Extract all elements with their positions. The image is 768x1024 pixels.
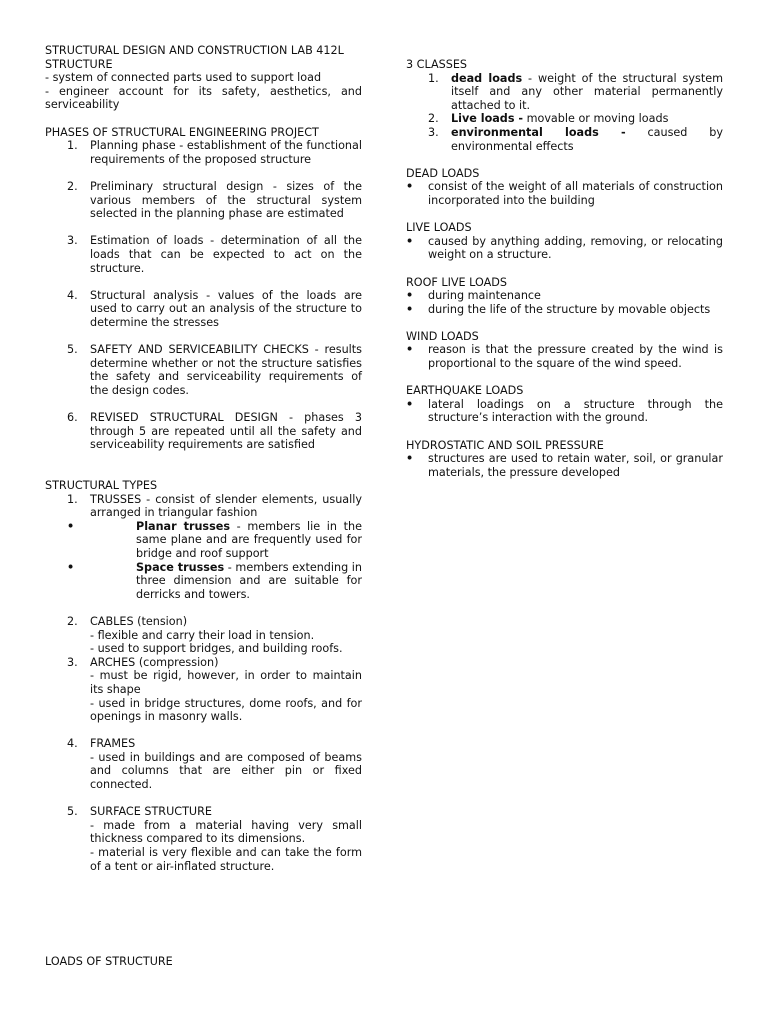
type-trusses: 1. TRUSSES - consist of slender elements, usually arranged in triangular fashion • Planar trusses - members lie in the same plane and are frequently used for bridge and roof support • Space trusses - members extending in three dimension and are suitable for derricks and towers.: [45, 493, 362, 602]
list-item: • during maintenance: [406, 289, 723, 303]
dead-loads-list: [406, 180, 723, 207]
roof-live-loads-heading: ROOF LIVE LOADS: [406, 275, 507, 289]
phases-heading: PHASES OF STRUCTURAL ENGINEERING PROJECT: [45, 125, 319, 139]
list-item: • consist of the weight of all materials of construction incorporated into the building: [406, 180, 723, 207]
truss-space: • Space trusses - members extending in three dimension and are suitable for derricks and towers.: [45, 561, 362, 602]
phase-item: 5. SAFETY AND SERVICEABILITY CHECKS - results determine whether or not the structure satisfies the safety and serviceability requirements of the design codes.: [67, 343, 362, 397]
truss-planar: • Planar trusses - members lie in the same plane and are frequently used for bridge and roof support: [45, 520, 362, 561]
dead-loads-heading: DEAD LOADS: [406, 166, 480, 180]
list-item: • reason is that the pressure created by the wind is proportional to the square of the wind speed.: [406, 343, 723, 370]
type-cables: 2. CABLES (tension) - flexible and carry their load in tension. - used to support bridges, and building roofs.: [67, 614, 343, 656]
earthquake-loads-heading: EARTHQUAKE LOADS: [406, 384, 524, 398]
left-column: [45, 44, 362, 873]
structure-heading: STRUCTURE: [45, 57, 113, 71]
list-item: • structures are used to retain water, soil, or granular materials, the pressure developed: [406, 452, 723, 479]
list-item: • lateral loadings on a structure through the structure’s interaction with the ground.: [406, 398, 723, 425]
list-item: • caused by anything adding, removing, or relocating weight on a structure.: [406, 235, 723, 262]
wind-loads-heading: WIND LOADS: [406, 329, 479, 343]
live-loads-list: [406, 235, 723, 262]
class-item: 1. dead loads - weight of the structural system itself and any other material permanently attached to it.: [428, 71, 723, 112]
phase-item: 4. Structural analysis - values of the loads are used to carry out an analysis of the structure to determine the stresses: [67, 288, 362, 329]
structural-types-heading: STRUCTURAL TYPES: [45, 479, 158, 492]
roof-live-loads-list: [406, 289, 723, 316]
phase-item: 1. Planning phase - establishment of the functional requirements of the proposed structure: [67, 139, 362, 166]
hydrostatic-soil-list: [406, 452, 723, 479]
phase-item: 3. Estimation of loads - determination of all the loads that can be expected to act on the structure.: [67, 234, 362, 275]
type-surface: 5. SURFACE STRUCTURE - made from a material having very small thickness compared to its dimensions. - material is very flexible and can take the form of a tent or air-inflated structure.: [67, 805, 362, 873]
type-frames: 4. FRAMES - used in buildings and are composed of beams and columns that are either pin or fixed connected.: [67, 737, 362, 792]
classes-list: [406, 72, 723, 154]
phase-item: 6. REVISED STRUCTURAL DESIGN - phases 3 through 5 are repeated until all the safety and serviceability requirements are satisfied: [67, 411, 362, 452]
right-column: [406, 58, 723, 479]
structure-line: - engineer account for its safety, aesthetics, and serviceability: [45, 84, 362, 112]
structural-types-list: [45, 493, 362, 874]
phase-item: 2. Preliminary structural design - sizes of the various members of the structural system selected in the planning phase are estimated: [67, 179, 362, 221]
class-item: 2. Live loads - movable or moving loads: [428, 112, 669, 126]
phases-list: [45, 139, 362, 452]
live-loads-heading: LIVE LOADS: [406, 221, 472, 235]
type-arches: 3. ARCHES (compression) - must be rigid, however, in order to maintain its shape - used in bridge structures, dome roofs, and for openings in masonry walls.: [67, 655, 362, 724]
class-item: 3. environmental loads - caused by environmental effects: [428, 125, 723, 153]
wind-loads-list: [406, 343, 723, 370]
truss-subtypes: [45, 520, 362, 602]
structure-line: - system of connected parts used to support load: [45, 71, 322, 85]
hydrostatic-soil-heading: HYDROSTATIC AND SOIL PRESSURE: [406, 438, 604, 452]
classes-heading: 3 CLASSES: [406, 58, 468, 71]
document-title: STRUCTURAL DESIGN AND CONSTRUCTION LAB 412L: [45, 44, 344, 57]
earthquake-loads-list: [406, 398, 723, 425]
loads-of-structure-heading: LOADS OF STRUCTURE: [45, 955, 173, 968]
list-item: • during the life of the structure by movable objects: [406, 303, 723, 317]
